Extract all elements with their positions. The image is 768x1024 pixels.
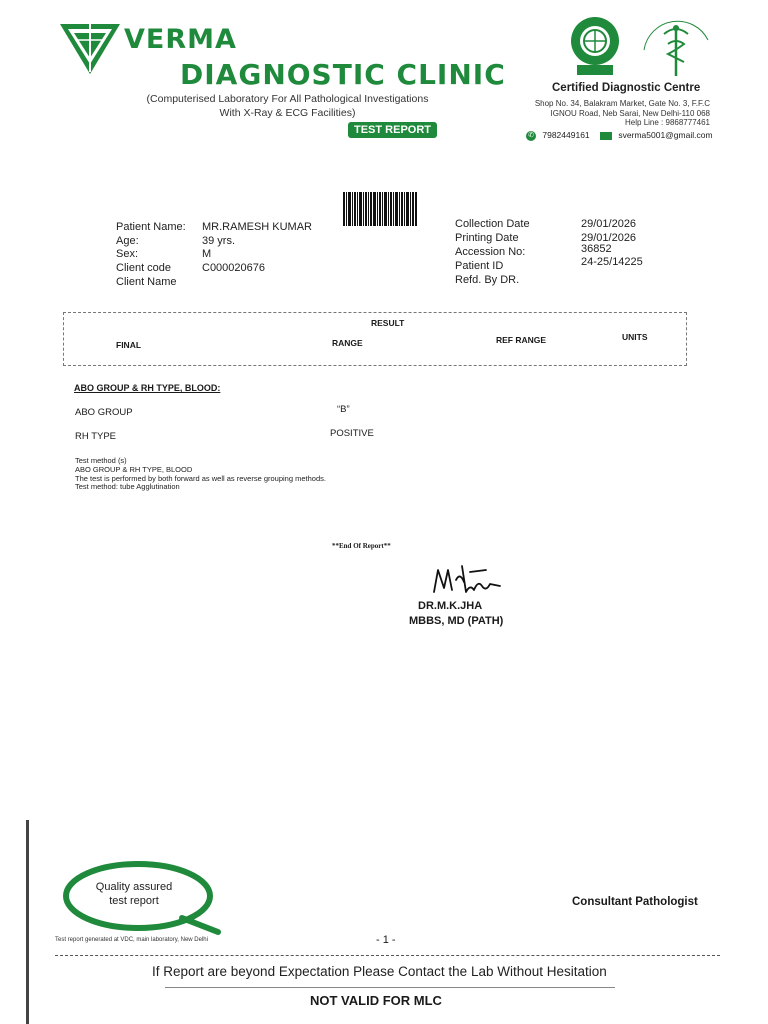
- consultant-pathologist: Consultant Pathologist: [572, 896, 698, 908]
- end-of-report: **End Of Report**: [332, 542, 391, 550]
- accession-label: Accession No:: [455, 246, 526, 258]
- certified-centre-title: Certified Diagnostic Centre: [552, 82, 701, 94]
- client-code-label: Client code: [116, 262, 172, 274]
- result-name-rh: RH TYPE: [75, 431, 117, 442]
- clinic-subtitle: (Computerised Laboratory For All Pathological Investigations With X-Ray & ECG Facilities): [146, 93, 429, 119]
- footer-rule: [165, 987, 615, 988]
- age-label: Age:: [116, 235, 139, 247]
- pcms-seal-logo: [567, 16, 623, 76]
- printing-date-value: 29/01/2026: [581, 232, 637, 244]
- age-value: 39 yrs.: [202, 235, 236, 247]
- barcode: [343, 192, 417, 226]
- printing-date-label: Printing Date: [455, 232, 519, 244]
- patient-name-value: MR.RAMESH KUMAR: [202, 221, 313, 233]
- column-ref-range: REF RANGE: [496, 335, 547, 345]
- result-name-abo: ABO GROUP: [75, 407, 133, 418]
- refd-by-label: Refd. By DR.: [455, 274, 520, 286]
- sex-label: Sex:: [116, 248, 139, 260]
- mlc-note: NOT VALID FOR MLC: [310, 993, 442, 1008]
- result-title: RESULT: [371, 318, 405, 328]
- test-report-badge: TEST REPORT: [348, 122, 437, 138]
- result-value-rh: POSITIVE: [330, 428, 374, 439]
- collection-date-label: Collection Date: [455, 218, 530, 230]
- email-address: sverma5001@gmail.com: [618, 130, 713, 140]
- doctor-name: DR.M.K.JHA: [418, 600, 483, 612]
- mail-icon: [600, 132, 612, 140]
- clinic-address: Shop No. 34, Balakram Market, Gate No. 3, F.F.C IGNOU Road, Neb Sarai, New Delhi-110 068 Help Line : 9868777461: [534, 99, 710, 127]
- patient-name-label: Patient Name:: [116, 221, 186, 233]
- patient-id-label: Patient ID: [455, 260, 504, 272]
- collection-date-value: 29/01/2026: [581, 218, 637, 230]
- test-method-notes: Test method (s) ABO GROUP & RH TYPE, BLOOD The test is performed by both forward as well as reverse grouping methods. Test method: tube Agglutination: [75, 456, 326, 492]
- client-name-label: Client Name: [116, 276, 177, 288]
- contact-note: If Report are beyond Expectation Please Contact the Lab Without Hesitation: [152, 964, 607, 979]
- column-units: UNITS: [622, 332, 648, 342]
- patient-id-value: 24-25/14225: [581, 256, 643, 268]
- generated-note: Test report generated at VDC, main laboratory, New Delhi: [55, 937, 208, 943]
- test-section-title: ABO GROUP & RH TYPE, BLOOD:: [74, 383, 221, 393]
- page-edge-shadow: [26, 820, 29, 1024]
- doctor-signature: [430, 562, 510, 598]
- phone-number: 7982449161: [542, 130, 590, 140]
- whatsapp-icon: ✆: [526, 131, 536, 141]
- brand-name-line2: DIAGNOSTIC CLINIC: [180, 58, 506, 91]
- brand-name-line1: VERMA: [124, 24, 237, 55]
- quality-assured-text: Quality assured test report: [95, 881, 173, 907]
- verma-diagnostic-point-logo: [636, 10, 716, 82]
- result-value-abo: “B”: [337, 404, 350, 415]
- column-final: FINAL: [116, 340, 142, 350]
- clinic-logo-icon: [58, 20, 122, 76]
- footer-divider: [55, 955, 720, 956]
- contact-info: [526, 130, 717, 141]
- doctor-qualification: MBBS, MD (PATH): [409, 615, 504, 627]
- accession-value: 36852: [581, 243, 612, 255]
- page-number: - 1 -: [376, 934, 396, 946]
- column-range: RANGE: [332, 338, 363, 348]
- client-code-value: C000020676: [202, 262, 266, 274]
- sex-value: M: [202, 248, 212, 260]
